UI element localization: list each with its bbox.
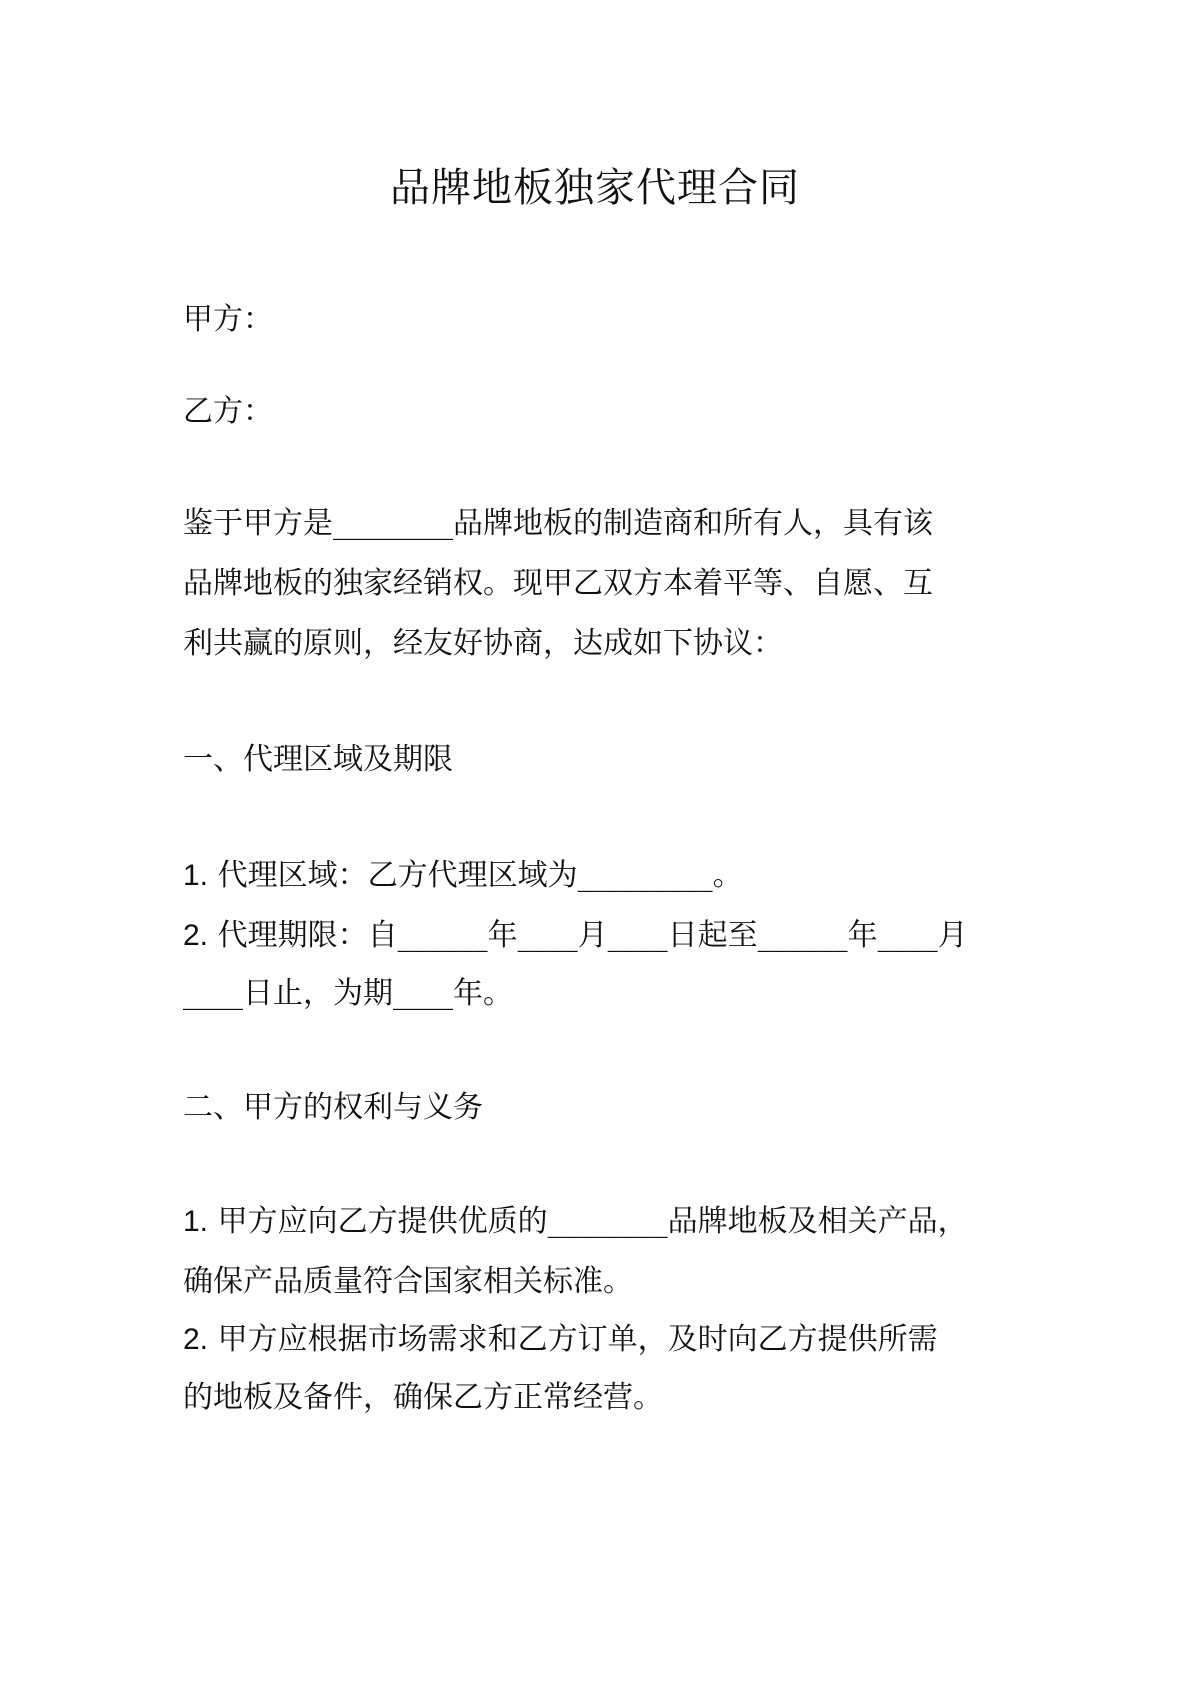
section-2-item-1-continued: 确保产品质量符合国家相关标准。 <box>183 1264 633 1299</box>
section-1-heading: 一、代理区域及期限 <box>183 742 453 777</box>
section-2-heading: 二、甲方的权利与义务 <box>183 1090 483 1125</box>
item-text: 甲方应向乙方提供优质的________品牌地板及相关产品， <box>217 1204 968 1239</box>
item-text: 甲方应根据市场需求和乙方订单，及时向乙方提供所需 <box>217 1322 938 1357</box>
preamble-line-1: 鉴于甲方是________品牌地板的制造商和所有人，具有该 <box>183 506 933 541</box>
party-a-label: 甲方： <box>183 302 273 337</box>
document-title: 品牌地板独家代理合同 <box>390 165 800 211</box>
section-2-item-2-continued: 的地板及备件，确保乙方正常经营。 <box>183 1380 663 1415</box>
section-1-item-2-continued: ____日止，为期____年。 <box>183 976 513 1011</box>
section-2-item-2 <box>183 1318 1023 1362</box>
preamble-line-2: 品牌地板的独家经销权。现甲乙双方本着平等、自愿、互 <box>183 566 933 601</box>
section-1-item-1 <box>183 854 1023 898</box>
item-number: 1. <box>183 859 209 892</box>
section-1-item-2 <box>183 914 1023 958</box>
party-b-label: 乙方： <box>183 394 273 429</box>
preamble-line-3: 利共赢的原则，经友好协商，达成如下协议： <box>183 626 783 661</box>
item-number: 2. <box>183 1323 209 1356</box>
item-text: 代理区域：乙方代理区域为_________。 <box>217 858 743 893</box>
item-text: 代理期限：自______年____月____日起至______年____月 <box>217 918 968 953</box>
item-number: 1. <box>183 1205 209 1238</box>
section-2-item-1 <box>183 1200 1023 1244</box>
item-number: 2. <box>183 919 209 952</box>
